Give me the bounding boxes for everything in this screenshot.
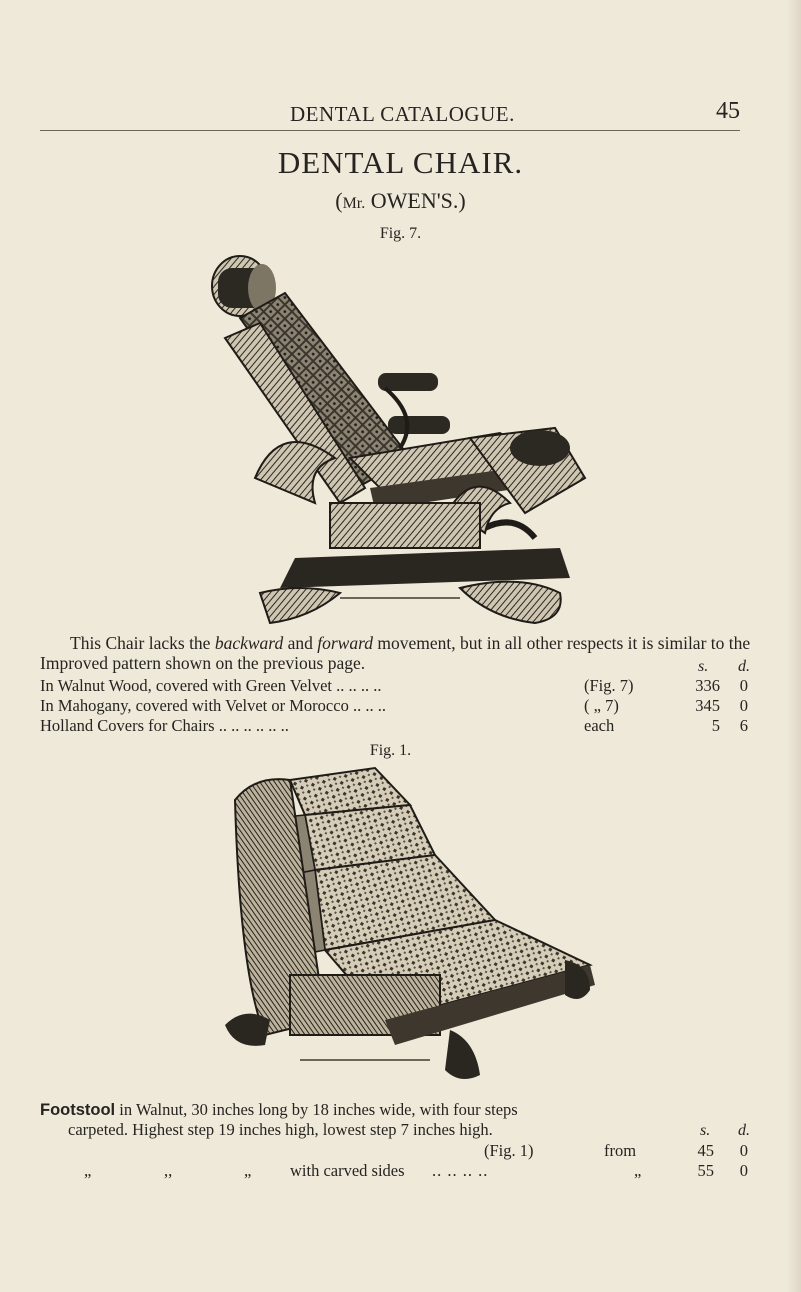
fig7-label: Fig. 7. [379,225,422,242]
price-item: In Mahogany, covered with Velvet or Morocco .. .. .. [40,696,386,715]
subtitle-open: ( [335,188,343,213]
footstool-shillings: 45 [697,1141,714,1160]
carved-sides-text: with carved sides [290,1161,405,1180]
description-part2: and [283,633,318,653]
shillings-unit: s. [698,658,709,675]
carved-pence: 0 [739,1161,748,1180]
running-title: DENTAL CATALOGUE. [290,102,515,126]
price-ref: (Fig. 7) [584,676,634,695]
price-pence: 0 [739,696,748,715]
pence-unit: d. [738,658,750,675]
page-number: 45 [716,98,740,124]
page-subtitle [0,188,801,214]
footstool-from: from [604,1141,637,1160]
description-forward: forward [317,633,373,653]
subtitle-name: OWEN'S.) [365,188,466,213]
ditto-mark: „ [84,1161,92,1180]
price-row [40,696,760,716]
footstool-name: Footstool [40,1101,116,1119]
ditto-mark: „ [634,1161,642,1180]
price-row [40,716,760,736]
footstool-description-line1 [40,1100,760,1120]
price-ref: ( „ 7) [584,696,619,715]
footstool-carved-row [40,1161,760,1181]
footstool-price-row [40,1141,760,1161]
footstool-line2: carpeted. Highest step 19 inches high, lowest step 7 inches high. [68,1120,493,1139]
price-item: In Walnut Wood, covered with Green Velvet .. .. .. .. [40,676,382,695]
description-backward: backward [214,633,284,653]
pence-unit: d. [738,1122,750,1139]
carved-shillings: 55 [697,1161,714,1180]
header-rule [40,130,740,131]
price-pence: 0 [739,676,748,695]
dental-chair-illustration [200,248,600,633]
shillings-unit: s. [700,1122,711,1139]
price-shillings: 5 [711,716,720,735]
price-row [40,676,760,696]
page-title: DENTAL CHAIR. [277,145,524,180]
chair-base [260,548,570,623]
running-header [40,98,740,130]
leader-dots: .. .. .. .. [432,1161,489,1180]
footstool-ref: (Fig. 1) [484,1141,534,1160]
fig1-label: Fig. 1. [369,742,412,759]
price-ref: each [584,716,615,735]
price-shillings: 336 [695,676,720,695]
description-part3: movement, but in all other respects it is similar to the Improved pattern shown on the previous page. [40,633,751,673]
subtitle-mr: Mr. [342,195,366,212]
ditto-mark: ,, [164,1161,173,1180]
price-item: Holland Covers for Chairs .. .. .. .. .. .. [40,716,289,735]
description-part1: This Chair lacks the [70,633,215,653]
chair-price-units [40,658,760,678]
ditto-mark: „ [244,1161,252,1180]
price-pence: 6 [739,716,748,735]
footstool-pence: 0 [739,1141,748,1160]
footstool-illustration [195,760,605,1090]
price-shillings: 345 [695,696,720,715]
footstool-line1: in Walnut, 30 inches long by 18 inches wide, with four steps [115,1100,518,1119]
